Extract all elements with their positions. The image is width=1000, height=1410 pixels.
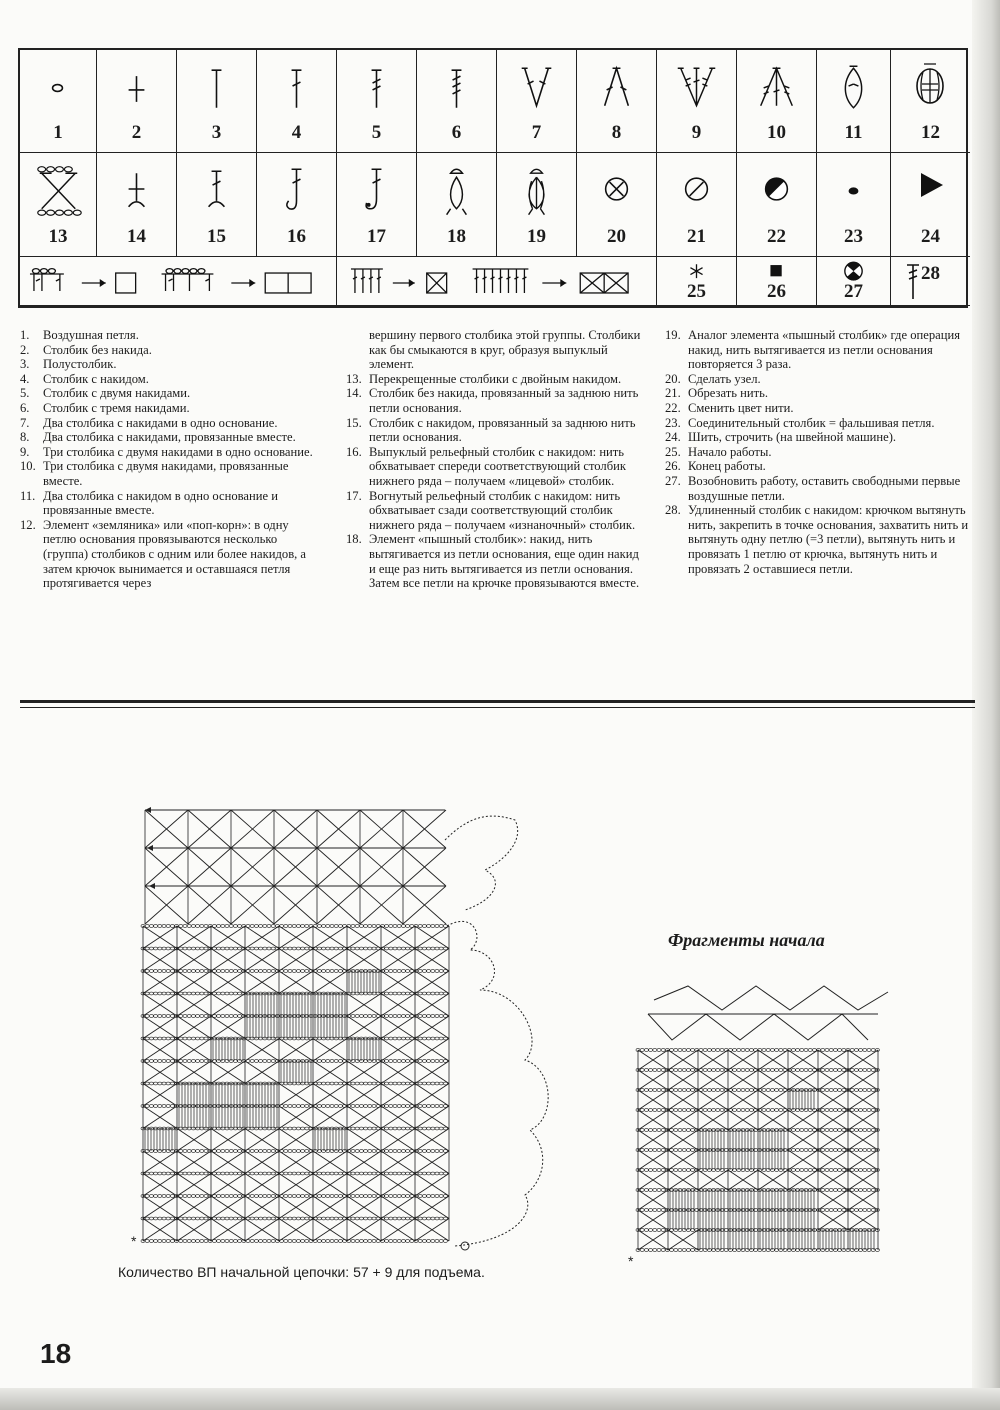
legend-number: 21 <box>687 226 706 247</box>
legend-cell-24 <box>891 153 970 257</box>
legend-cell-2 <box>97 50 177 153</box>
notes-column-1 <box>20 328 320 591</box>
note-item: 13. Перекрещенные столбики с двойным накидом. <box>346 371 622 386</box>
legend-cell-10 <box>737 50 817 153</box>
single-crochet-icon <box>97 56 176 118</box>
legend-cell-3 <box>177 50 257 153</box>
legend-number: 20 <box>607 226 626 247</box>
change-color-icon <box>737 159 816 221</box>
page-number: 18 <box>40 1338 72 1369</box>
legend-number: 13 <box>48 226 68 247</box>
puff-stitch-icon <box>417 159 496 221</box>
note-item: 15. Столбик с накидом, провязанный за заднюю нить петли основания. <box>346 415 636 445</box>
legend-cell-25 <box>657 257 737 306</box>
knot-icon <box>577 159 656 221</box>
crochet-pattern-chart <box>125 800 580 1260</box>
legend-number: 5 <box>371 122 382 143</box>
note-item: 5. Столбик с двумя накидами. <box>20 386 191 401</box>
legend-cell-6 <box>417 50 497 153</box>
legend-number: 6 <box>451 122 462 143</box>
note-item: 20. Сделать узел. <box>665 371 761 386</box>
legend-cell-7 <box>497 50 577 153</box>
note-item: 26. Конец работы. <box>665 459 766 474</box>
legend-cell-12 <box>891 50 970 153</box>
legend-number: 24 <box>921 226 940 247</box>
slip-stitch-icon <box>817 159 890 221</box>
legend-cell-11 <box>817 50 891 153</box>
legend-number: 3 <box>211 122 222 143</box>
popcorn-stitch-icon <box>891 56 970 118</box>
section-divider <box>20 700 975 703</box>
legend-cell-9 <box>657 50 737 153</box>
fragments-title: Фрагменты начала <box>668 930 825 950</box>
legend-number: 23 <box>844 226 863 247</box>
note-item: 18. Элемент «пышный столбик»: накид, нить вытягивается из петли основания, еще один накид и еще раз нить вытягивается из петли основания. Затем все петли на крючке провязываются вместе. <box>346 532 640 591</box>
note-item: 17. Вогнутый рельефный столбик с накидом: нить обхватывает сзади соответствующий столбик нижнего ряда – получаем «изнаночный» столбик. <box>346 488 636 532</box>
scan-bottom-band <box>0 1388 1000 1410</box>
note-item: 7. Два столбика с накидами в одно основание. <box>20 415 278 430</box>
legend-cell-20 <box>577 153 657 257</box>
legend-cell-23 <box>817 153 891 257</box>
note-item: 21. Обрезать нить. <box>665 386 769 401</box>
two-dc-same-base-icon <box>497 56 576 118</box>
note-item: 12. Элемент «земляника» или «поп-корн»: в одну петлю основания провязываются несколько (группа) столбиков с одним или более накидов, а затем крючок вынимается и оставшаяся петля протягивается через <box>20 517 307 591</box>
note-item: 8. Два столбика с накидами, провязанные вместе. <box>20 430 296 445</box>
puff-three-icon <box>497 159 576 221</box>
legend-cell-22 <box>737 153 817 257</box>
legend-number: 4 <box>291 122 302 143</box>
section-divider-thin <box>20 707 975 708</box>
sc-back-loop-icon <box>97 159 176 221</box>
double-crochet-icon <box>257 56 336 118</box>
legend-number: 19 <box>527 226 546 247</box>
legend-cell-28 <box>891 257 970 306</box>
note-item: 10. Три столбика с двумя накидами, провязанные вместе. <box>20 459 289 488</box>
note-item: 9. Три столбика с двумя накидами в одно основание. <box>20 444 313 459</box>
note-item: 14. Столбик без накида, провязанный за заднюю нить петли основания. <box>346 386 639 415</box>
note-item: 2. Столбик без накида. <box>20 342 152 357</box>
start-fragment-chart <box>628 970 898 1280</box>
half-double-crochet-icon <box>177 56 256 118</box>
legend-number: 1 <box>53 122 63 143</box>
chain-stitch-icon <box>20 56 96 118</box>
three-tr-together-icon <box>737 56 816 118</box>
chain-count-caption: Количество ВП начальной цепочки: 57 + 9 для подъема. <box>118 1264 485 1280</box>
legend-cell-13 <box>20 153 97 257</box>
three-tr-same-base-icon <box>657 56 736 118</box>
legend-number: 28 <box>921 263 940 284</box>
legend-cell-26 <box>737 257 817 306</box>
note-item: 1. Воздушная петля. <box>20 328 139 342</box>
crossed-stitches-icon <box>20 159 96 221</box>
note-item: 23. Соединительный столбик = фальшивая петля. <box>665 415 935 430</box>
legend-number: 7 <box>531 122 542 143</box>
two-dc-together-icon <box>577 56 656 118</box>
legend-number: 12 <box>921 122 940 143</box>
dc-to-crossed-square-diagram <box>337 259 656 303</box>
legend-number: 16 <box>287 226 306 247</box>
sc-to-square-diagram <box>20 259 336 303</box>
note-continuation: вершину первого столбика этой группы. Столбики как бы смыкаются в круг, образуя выпуклый элемент. <box>369 328 641 372</box>
front-post-dc-icon <box>257 159 336 221</box>
symbol-legend-table <box>18 48 968 308</box>
legend-cell-conversion-a <box>20 257 337 306</box>
legend-number: 18 <box>447 226 466 247</box>
legend-cell-4 <box>257 50 337 153</box>
legend-number: 22 <box>767 226 786 247</box>
legend-number: 8 <box>611 122 622 143</box>
legend-number: 17 <box>367 226 386 247</box>
note-item: 19. Аналог элемента «пышный столбик» где операция накид, нить вытягивается из петли основания повторяется 3 раза. <box>665 328 960 372</box>
note-item: 22. Сменить цвет нити. <box>665 400 794 415</box>
note-item: 28. Удлиненный столбик с накидом: крючком вытянуть нить, закрепить в точке основания, захватить нить и вытянуть одну петлю (=3 петли), вытянуть нить и провязать 1 петлю от крючка, вытянуть нить и провязать 2 оставшиеся петли. <box>665 503 969 576</box>
note-item: 24. Шить, строчить (на швейной машине). <box>665 430 897 445</box>
notes-column-3 <box>665 328 970 576</box>
legend-cell-8 <box>577 50 657 153</box>
page-edge-shadow <box>972 0 1000 1410</box>
note-item: 4. Столбик с накидом. <box>20 371 149 386</box>
legend-number: 9 <box>691 122 702 143</box>
legend-number: 15 <box>207 226 226 247</box>
legend-number: 27 <box>844 281 863 302</box>
double-treble-icon <box>417 56 496 118</box>
legend-cell-27 <box>817 257 891 306</box>
cut-thread-icon <box>657 159 736 221</box>
legend-cell-14 <box>97 153 177 257</box>
note-item: 6. Столбик с тремя накидами. <box>20 400 190 415</box>
legend-cell-16 <box>257 153 337 257</box>
note-item: 25. Начало работы. <box>665 444 772 459</box>
note-item: 16. Выпуклый рельефный столбик с накидом: нить обхватывает спереди соответствующий столбик нижнего ряда – получаем «лицевой» столбик. <box>346 444 626 488</box>
legend-cell-1 <box>20 50 97 153</box>
svg-text:*: * <box>628 1253 634 1269</box>
puff-two-dc-icon <box>817 56 890 118</box>
legend-cell-19 <box>497 153 577 257</box>
legend-number: 11 <box>844 122 863 143</box>
legend-number: 26 <box>767 281 786 302</box>
legend-cell-5 <box>337 50 417 153</box>
legend-number: 10 <box>767 122 786 143</box>
legend-cell-15 <box>177 153 257 257</box>
notes-column-2 <box>346 328 644 591</box>
sew-triangle-icon <box>891 159 970 221</box>
svg-text:*: * <box>131 1233 137 1249</box>
dc-back-loop-icon <box>177 159 256 221</box>
legend-number: 25 <box>687 281 706 302</box>
legend-cell-conversion-b <box>337 257 657 306</box>
legend-number: 2 <box>131 122 142 143</box>
back-post-dc-icon <box>337 159 416 221</box>
legend-number: 14 <box>127 226 146 247</box>
note-item: 11. Два столбика с накидом в одно основание и провязанные вместе. <box>20 488 278 518</box>
legend-cell-18 <box>417 153 497 257</box>
legend-cell-21 <box>657 153 737 257</box>
note-item: 27. Возобновить работу, оставить свободными первые воздушные петли. <box>665 473 961 503</box>
treble-crochet-icon <box>337 56 416 118</box>
legend-cell-17 <box>337 153 417 257</box>
note-item: 3. Полустолбик. <box>20 357 117 372</box>
